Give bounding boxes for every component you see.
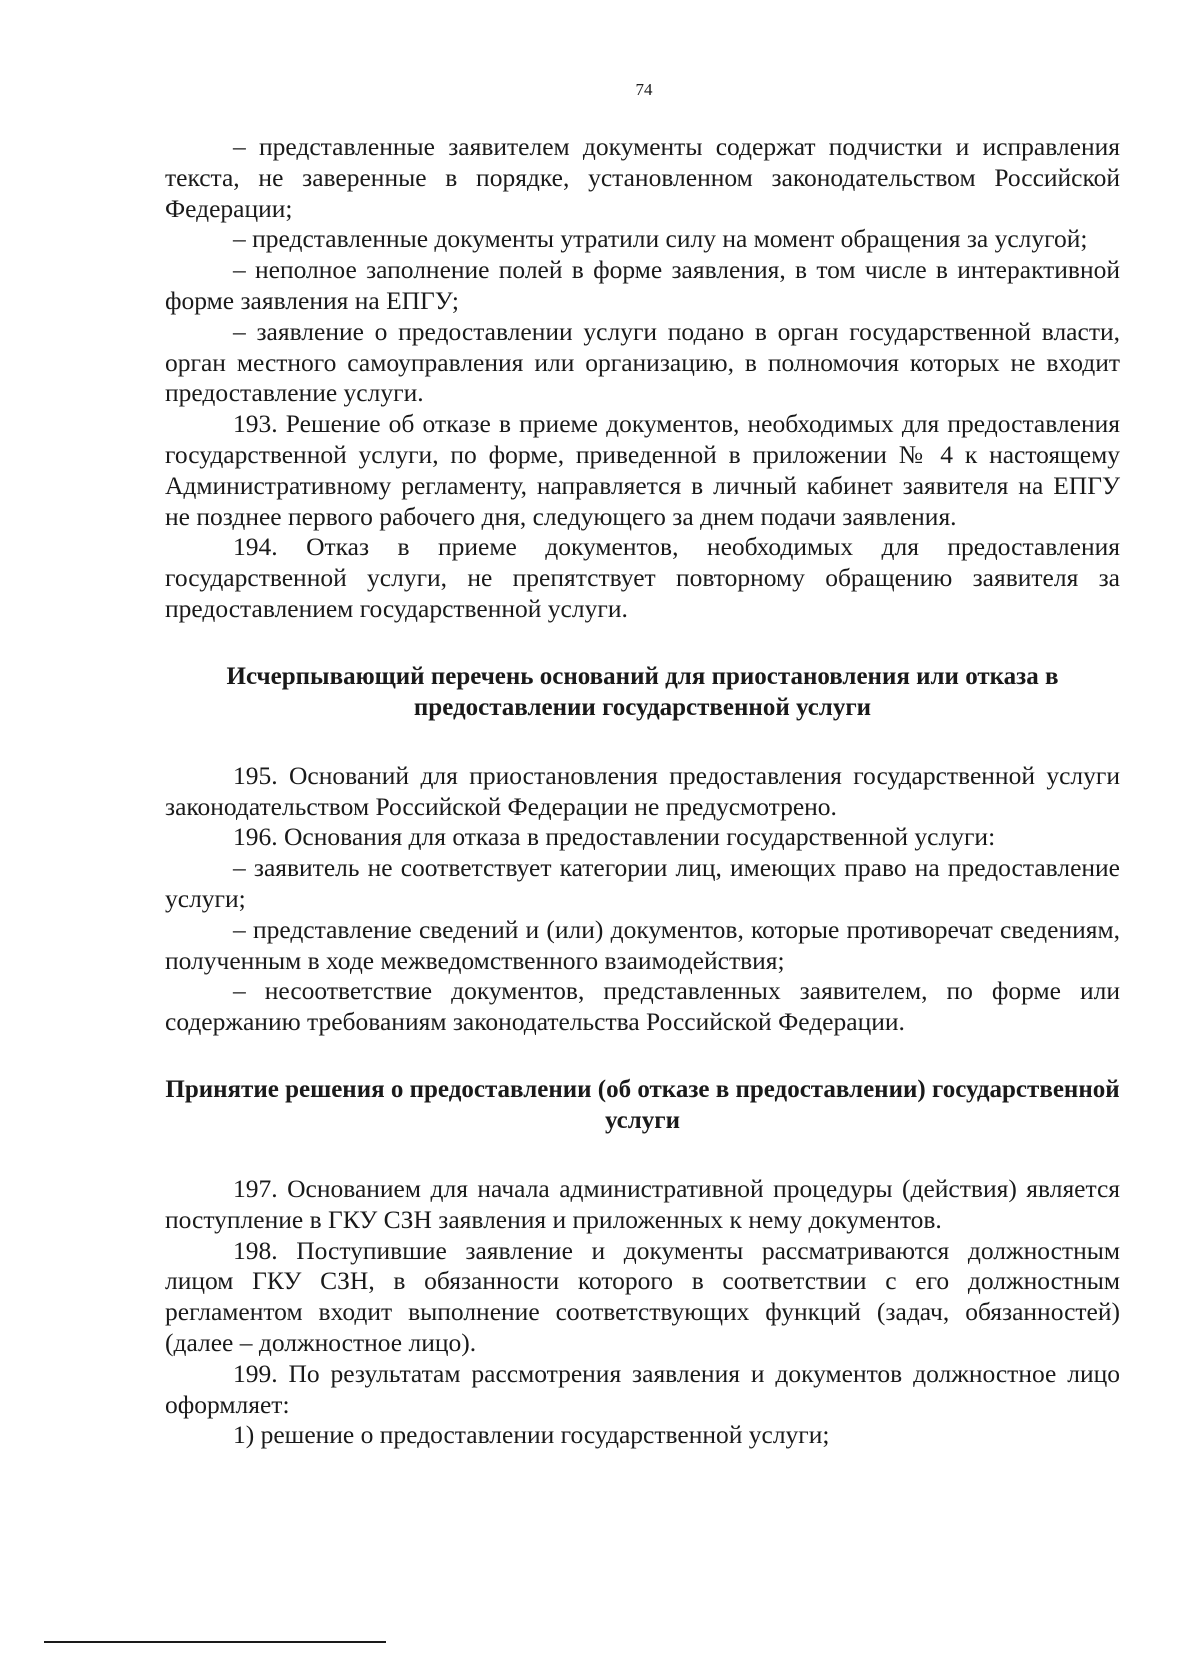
- paragraph-subitem-1: 1) решение о предоставлении государственной услуги;: [233, 1420, 830, 1450]
- document-body: [165, 132, 1120, 1451]
- paragraph-bullet-incomplete-form: – неполное заполнение полей в форме заявления, в том числе в интерактивной форме заявления на ЕПГУ;: [165, 255, 1120, 315]
- paragraph-bullet-category: – заявитель не соответствует категории лиц, имеющих право на предоставление услуги;: [165, 853, 1120, 913]
- paragraph-bullet-corrections: – представленные заявителем документы содержат подчистки и исправления текста, не заверенные в порядке, установленном законодательством Российской Федерации;: [165, 132, 1120, 223]
- paragraph-item-197: 197. Основанием для начала административной процедуры (действия) является поступление в ГКУ СЗН заявления и приложенных к нему документов.: [165, 1173, 1120, 1234]
- footnote-rule: [44, 1641, 386, 1643]
- paragraph-item-198: 198. Поступившие заявление и документы рассматриваются должностным лицом ГКУ СЗН, в обязанности которого в соответствии с его должностным регламентом входит выполнение соответствующих функций (задач, обязанностей) (далее – должностное лицо).: [165, 1235, 1120, 1357]
- section-heading-grounds-for-refusal: Исчерпывающий перечень оснований для приостановления или отказа в предоставлении государственной услуги: [226, 662, 1059, 721]
- paragraph-item-196: 196. Основания для отказа в предоставлении государственной услуги:: [233, 822, 996, 852]
- paragraph-bullet-contradicting-info: – представление сведений и (или) документов, которые противоречат сведениям, полученным в ходе межведомственного взаимодействия;: [165, 914, 1120, 975]
- paragraph-bullet-expired-documents: – представленные документы утратили силу на момент обращения за услугой;: [233, 224, 1088, 254]
- paragraph-bullet-wrong-authority: – заявление о предоставлении услуги подано в орган государственной власти, орган местного самоуправления или организацию, в полномочия которых не входит предоставление услуги.: [165, 316, 1120, 408]
- paragraph-item-193: 193. Решение об отказе в приеме документов, необходимых для предоставления государственной услуги, по форме, приведенной в приложении № 4 к настоящему Административному регламенту, направляется в личный кабинет заявителя на ЕПГУ не позднее первого рабочего дня, следующего за днем подачи заявления.: [165, 409, 1120, 531]
- paragraph-item-195: 195. Оснований для приостановления предоставления государственной услуги законодательством Российской Федерации не предусмотрено.: [165, 760, 1120, 821]
- paragraph-item-199: 199. По результатам рассмотрения заявления и документов должностное лицо оформляет:: [165, 1358, 1120, 1419]
- paragraph-bullet-nonconformity: – несоответствие документов, представленных заявителем, по форме или содержанию требованиям законодательства Российской Федерации.: [165, 976, 1120, 1037]
- section-heading-decision: Принятие решения о предоставлении (об отказе в предоставлении) государственной услуги: [165, 1075, 1120, 1134]
- paragraph-item-194: 194. Отказ в приеме документов, необходимых для предоставления государственной услуги, не препятствует повторному обращению заявителя за предоставлением государственной услуги.: [165, 532, 1120, 623]
- page-number: 74: [635, 80, 653, 99]
